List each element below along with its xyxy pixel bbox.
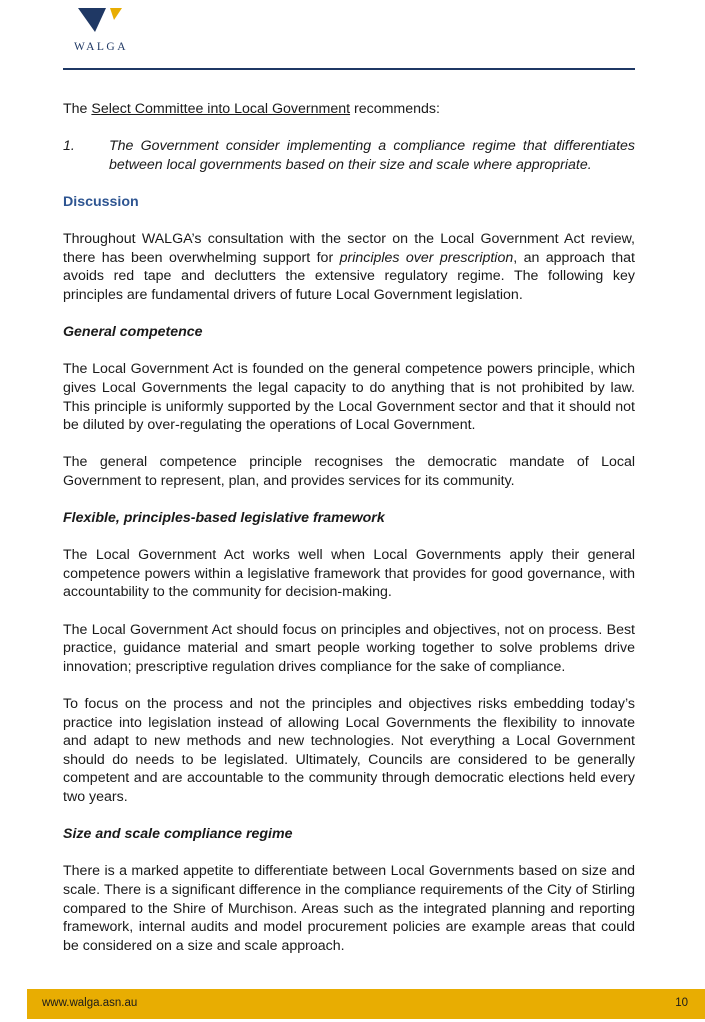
footer-website-link[interactable]: www.walga.asn.au bbox=[42, 997, 138, 1009]
size-scale-heading: Size and scale compliance regime bbox=[63, 826, 293, 843]
general-competence-paragraph-1: The Local Government Act is founded on the general competence powers principle, which gives Local Governments the legal capacity to do anything that is not prohibited by law. This principle is uniformly supported by the Local Government sector and that it should not be diluted by over-regulating the operations of Local Government. bbox=[63, 361, 635, 434]
logo-wordmark: WALGA bbox=[73, 41, 129, 53]
committee-name: Select Committee into Local Government bbox=[91, 101, 351, 117]
flexible-framework-paragraph-1: The Local Government Act works well when Local Governments apply their general competence powers within a legislative framework that provides for good governance, with accountability to the community for decision-making. bbox=[63, 547, 635, 601]
walga-logo-mark-icon bbox=[66, 5, 136, 41]
walga-logo bbox=[66, 5, 136, 57]
general-competence-heading: General competence bbox=[63, 324, 203, 341]
flexible-framework-heading: Flexible, principles-based legislative framework bbox=[63, 510, 385, 527]
recommendation-text: The Government consider implementing a compliance regime that differentiates between local governments based on their size and scale where appropriate. bbox=[109, 138, 635, 173]
header-divider bbox=[63, 68, 635, 70]
discussion-paragraph: Throughout WALGA’s consultation with the sector on the Local Government Act review, there has been overwhelming support for principles over prescription, an approach that avoids red tape and declutters the extensive regulatory regime. The following key principles are fundamental drivers of future Local Government legislation. bbox=[63, 231, 635, 303]
flexible-framework-paragraph-3: To focus on the process and not the principles and objectives risks embedding today’s practice into legislation instead of allowing Local Governments the flexibility to innovate and adapt to new methods and new technologies. Not everything a Local Government should do needs to be legislated. Ultimately, Councils are considered to be generally competent and are accountable to the community through democratic elections held every two years. bbox=[63, 696, 635, 805]
page-number: 10 bbox=[675, 997, 688, 1009]
size-scale-paragraph: There is a marked appetite to differentiate between Local Governments based on size and scale. There is a significant difference in the compliance requirements of the City of Stirling compared to the Shire of Murchison. Areas such as the integrated planning and reporting framework, internal audits and model procurement policies are example areas that could be considered on a size and scale approach. bbox=[63, 863, 635, 954]
flexible-framework-paragraph-2: The Local Government Act should focus on principles and objectives, not on process. Best practice, guidance material and smart people working together to solve problems drive innovation; prescriptive regulation drives compliance for the sake of compliance. bbox=[63, 621, 635, 675]
discussion-heading: Discussion bbox=[63, 193, 139, 210]
intro-sentence: The Select Committee into Local Government recommends: bbox=[63, 101, 440, 117]
recommendation-item bbox=[63, 137, 635, 174]
document-body bbox=[63, 100, 635, 974]
recommendation-number: 1. bbox=[63, 138, 75, 155]
page-footer bbox=[27, 989, 705, 1019]
emphasis-text: principles over prescription bbox=[339, 249, 514, 266]
general-competence-paragraph-2: The general competence principle recognises the democratic mandate of Local Government to represent, plan, and provides services for its community. bbox=[63, 454, 635, 489]
